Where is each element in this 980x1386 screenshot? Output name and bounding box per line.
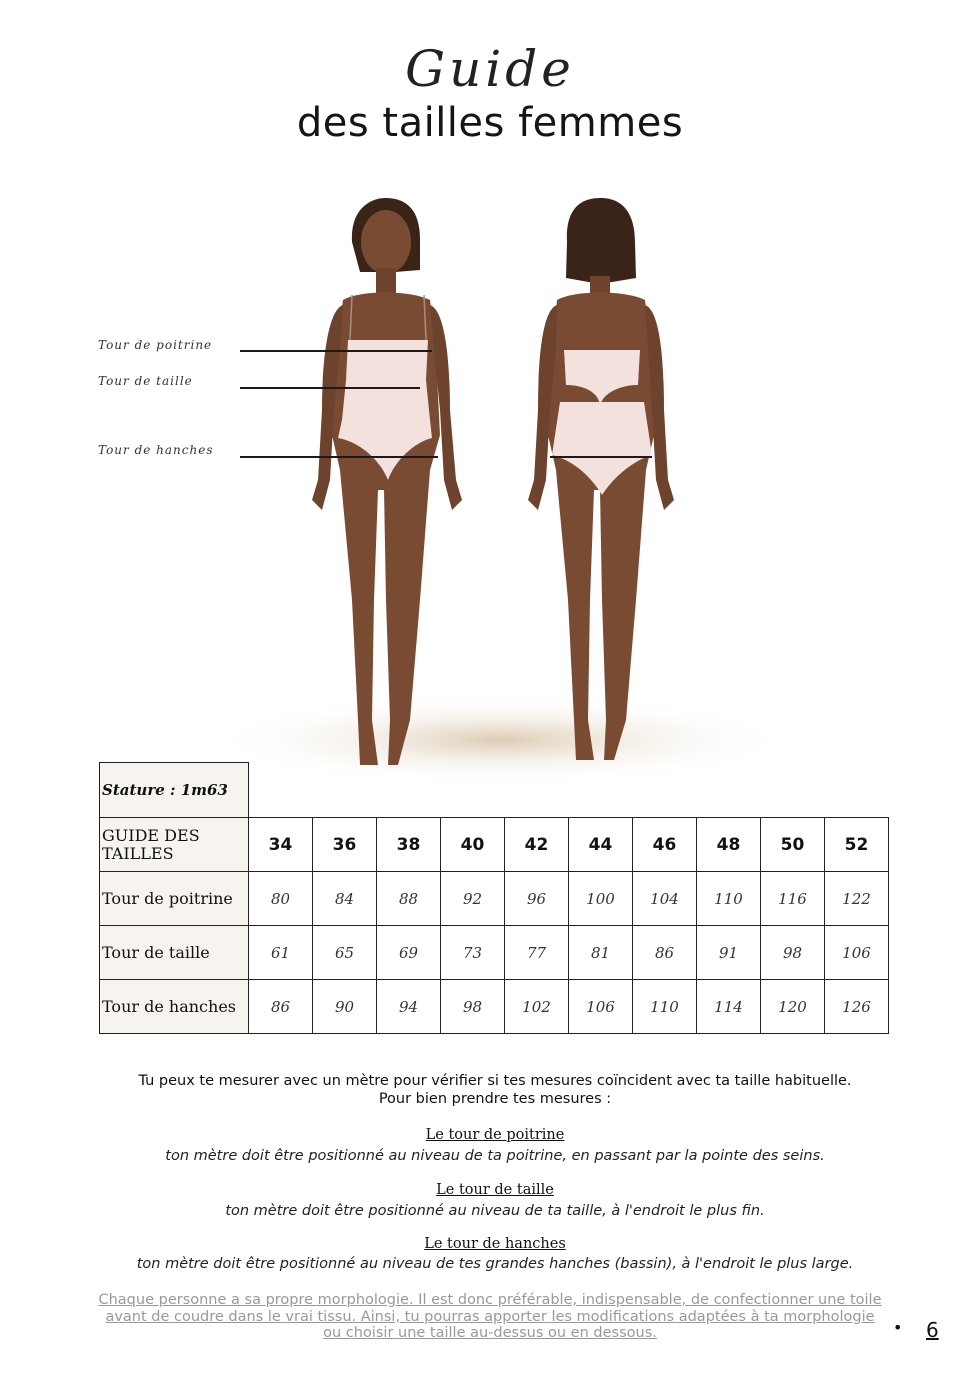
table-cell: 77 — [505, 926, 569, 980]
size-heading: 34 — [249, 818, 313, 872]
table-cell: 102 — [505, 980, 569, 1034]
table-cell: 96 — [505, 872, 569, 926]
table-cell: 120 — [761, 980, 825, 1034]
bust-section-body: ton mètre doit être positionné au niveau de ta poitrine, en passant par la pointe des seins. — [165, 1148, 825, 1164]
waist-section-title: Le tour de taille — [436, 1182, 554, 1198]
table-cell: 98 — [441, 980, 505, 1034]
bullet-dot: • — [893, 1318, 903, 1337]
front-figure — [240, 198, 462, 765]
size-heading: 38 — [377, 818, 441, 872]
bust-section-title: Le tour de poitrine — [425, 1127, 565, 1143]
table-cell: 90 — [313, 980, 377, 1034]
table-cell: 114 — [697, 980, 761, 1034]
waist-section-body: ton mètre doit être positionné au niveau de ta taille, à l'endroit le plus fin. — [225, 1203, 765, 1219]
hips-section-body: ton mètre doit être positionné au niveau de tes grandes hanches (bassin), à l'endroit le plus large. — [136, 1256, 854, 1272]
instructions-intro — [0, 1072, 980, 1108]
table-cell: 65 — [313, 926, 377, 980]
size-heading: 50 — [761, 818, 825, 872]
table-row — [100, 926, 889, 980]
row-label: Tour de hanches — [100, 980, 249, 1034]
size-heading: 46 — [633, 818, 697, 872]
table-cell: 122 — [825, 872, 889, 926]
stature-cell: Stature : 1m63 — [100, 763, 249, 818]
table-cell: 100 — [569, 872, 633, 926]
note-line: ou choisir une taille au-dessus ou en dessous. — [323, 1325, 657, 1341]
row-label: Tour de taille — [100, 926, 249, 980]
table-cell: 91 — [697, 926, 761, 980]
table-cell: 94 — [377, 980, 441, 1034]
row-label: Tour de poitrine — [100, 872, 249, 926]
table-cell: 106 — [569, 980, 633, 1034]
intro-line: Tu peux te mesurer avec un mètre pour vérifier si tes mesures coïncident avec ta taille habituelle. — [138, 1073, 852, 1089]
table-cell: 80 — [249, 872, 313, 926]
table-cell: 110 — [633, 980, 697, 1034]
table-cell: 61 — [249, 926, 313, 980]
hips-label: Tour de hanches — [98, 443, 214, 457]
table-cell: 86 — [633, 926, 697, 980]
table-cell: 84 — [313, 872, 377, 926]
table-cell: 88 — [377, 872, 441, 926]
size-table — [99, 762, 889, 1034]
size-heading: 40 — [441, 818, 505, 872]
size-heading: 36 — [313, 818, 377, 872]
page-title: des tailles femmes — [296, 100, 684, 146]
intro-line: Pour bien prendre tes mesures : — [378, 1091, 612, 1107]
table-cell: 81 — [569, 926, 633, 980]
table-cell: 92 — [441, 872, 505, 926]
table-cell: 106 — [825, 926, 889, 980]
page-number: 6 — [926, 1318, 939, 1342]
waist-label: Tour de taille — [98, 374, 193, 388]
table-row — [100, 980, 889, 1034]
table-cell: 126 — [825, 980, 889, 1034]
back-figure — [528, 198, 674, 760]
table-cell: 116 — [761, 872, 825, 926]
size-heading: 48 — [697, 818, 761, 872]
note-line: Chaque personne a sa propre morphologie. Il est donc préférable, indispensable, de confectionner une toile — [98, 1292, 882, 1308]
table-cell: 110 — [697, 872, 761, 926]
bust-label: Tour de poitrine — [98, 338, 213, 352]
guide-script-title: Guide — [405, 40, 575, 98]
table-cell: 98 — [761, 926, 825, 980]
size-heading: 44 — [569, 818, 633, 872]
table-header-row — [100, 818, 889, 872]
table-cell: 69 — [377, 926, 441, 980]
table-cell: 86 — [249, 980, 313, 1034]
hips-section-title: Le tour de hanches — [424, 1236, 566, 1252]
morphology-note — [90, 1292, 890, 1342]
table-cell: 104 — [633, 872, 697, 926]
table-header-label: GUIDE DES TAILLES — [100, 818, 249, 872]
note-line: avant de coudre dans le vrai tissu. Ainsi, tu pourras apporter les modifications adaptées à ta morphologie — [105, 1308, 875, 1325]
size-heading: 42 — [505, 818, 569, 872]
table-row — [100, 872, 889, 926]
body-illustration — [0, 180, 980, 780]
size-heading: 52 — [825, 818, 889, 872]
table-cell: 73 — [441, 926, 505, 980]
